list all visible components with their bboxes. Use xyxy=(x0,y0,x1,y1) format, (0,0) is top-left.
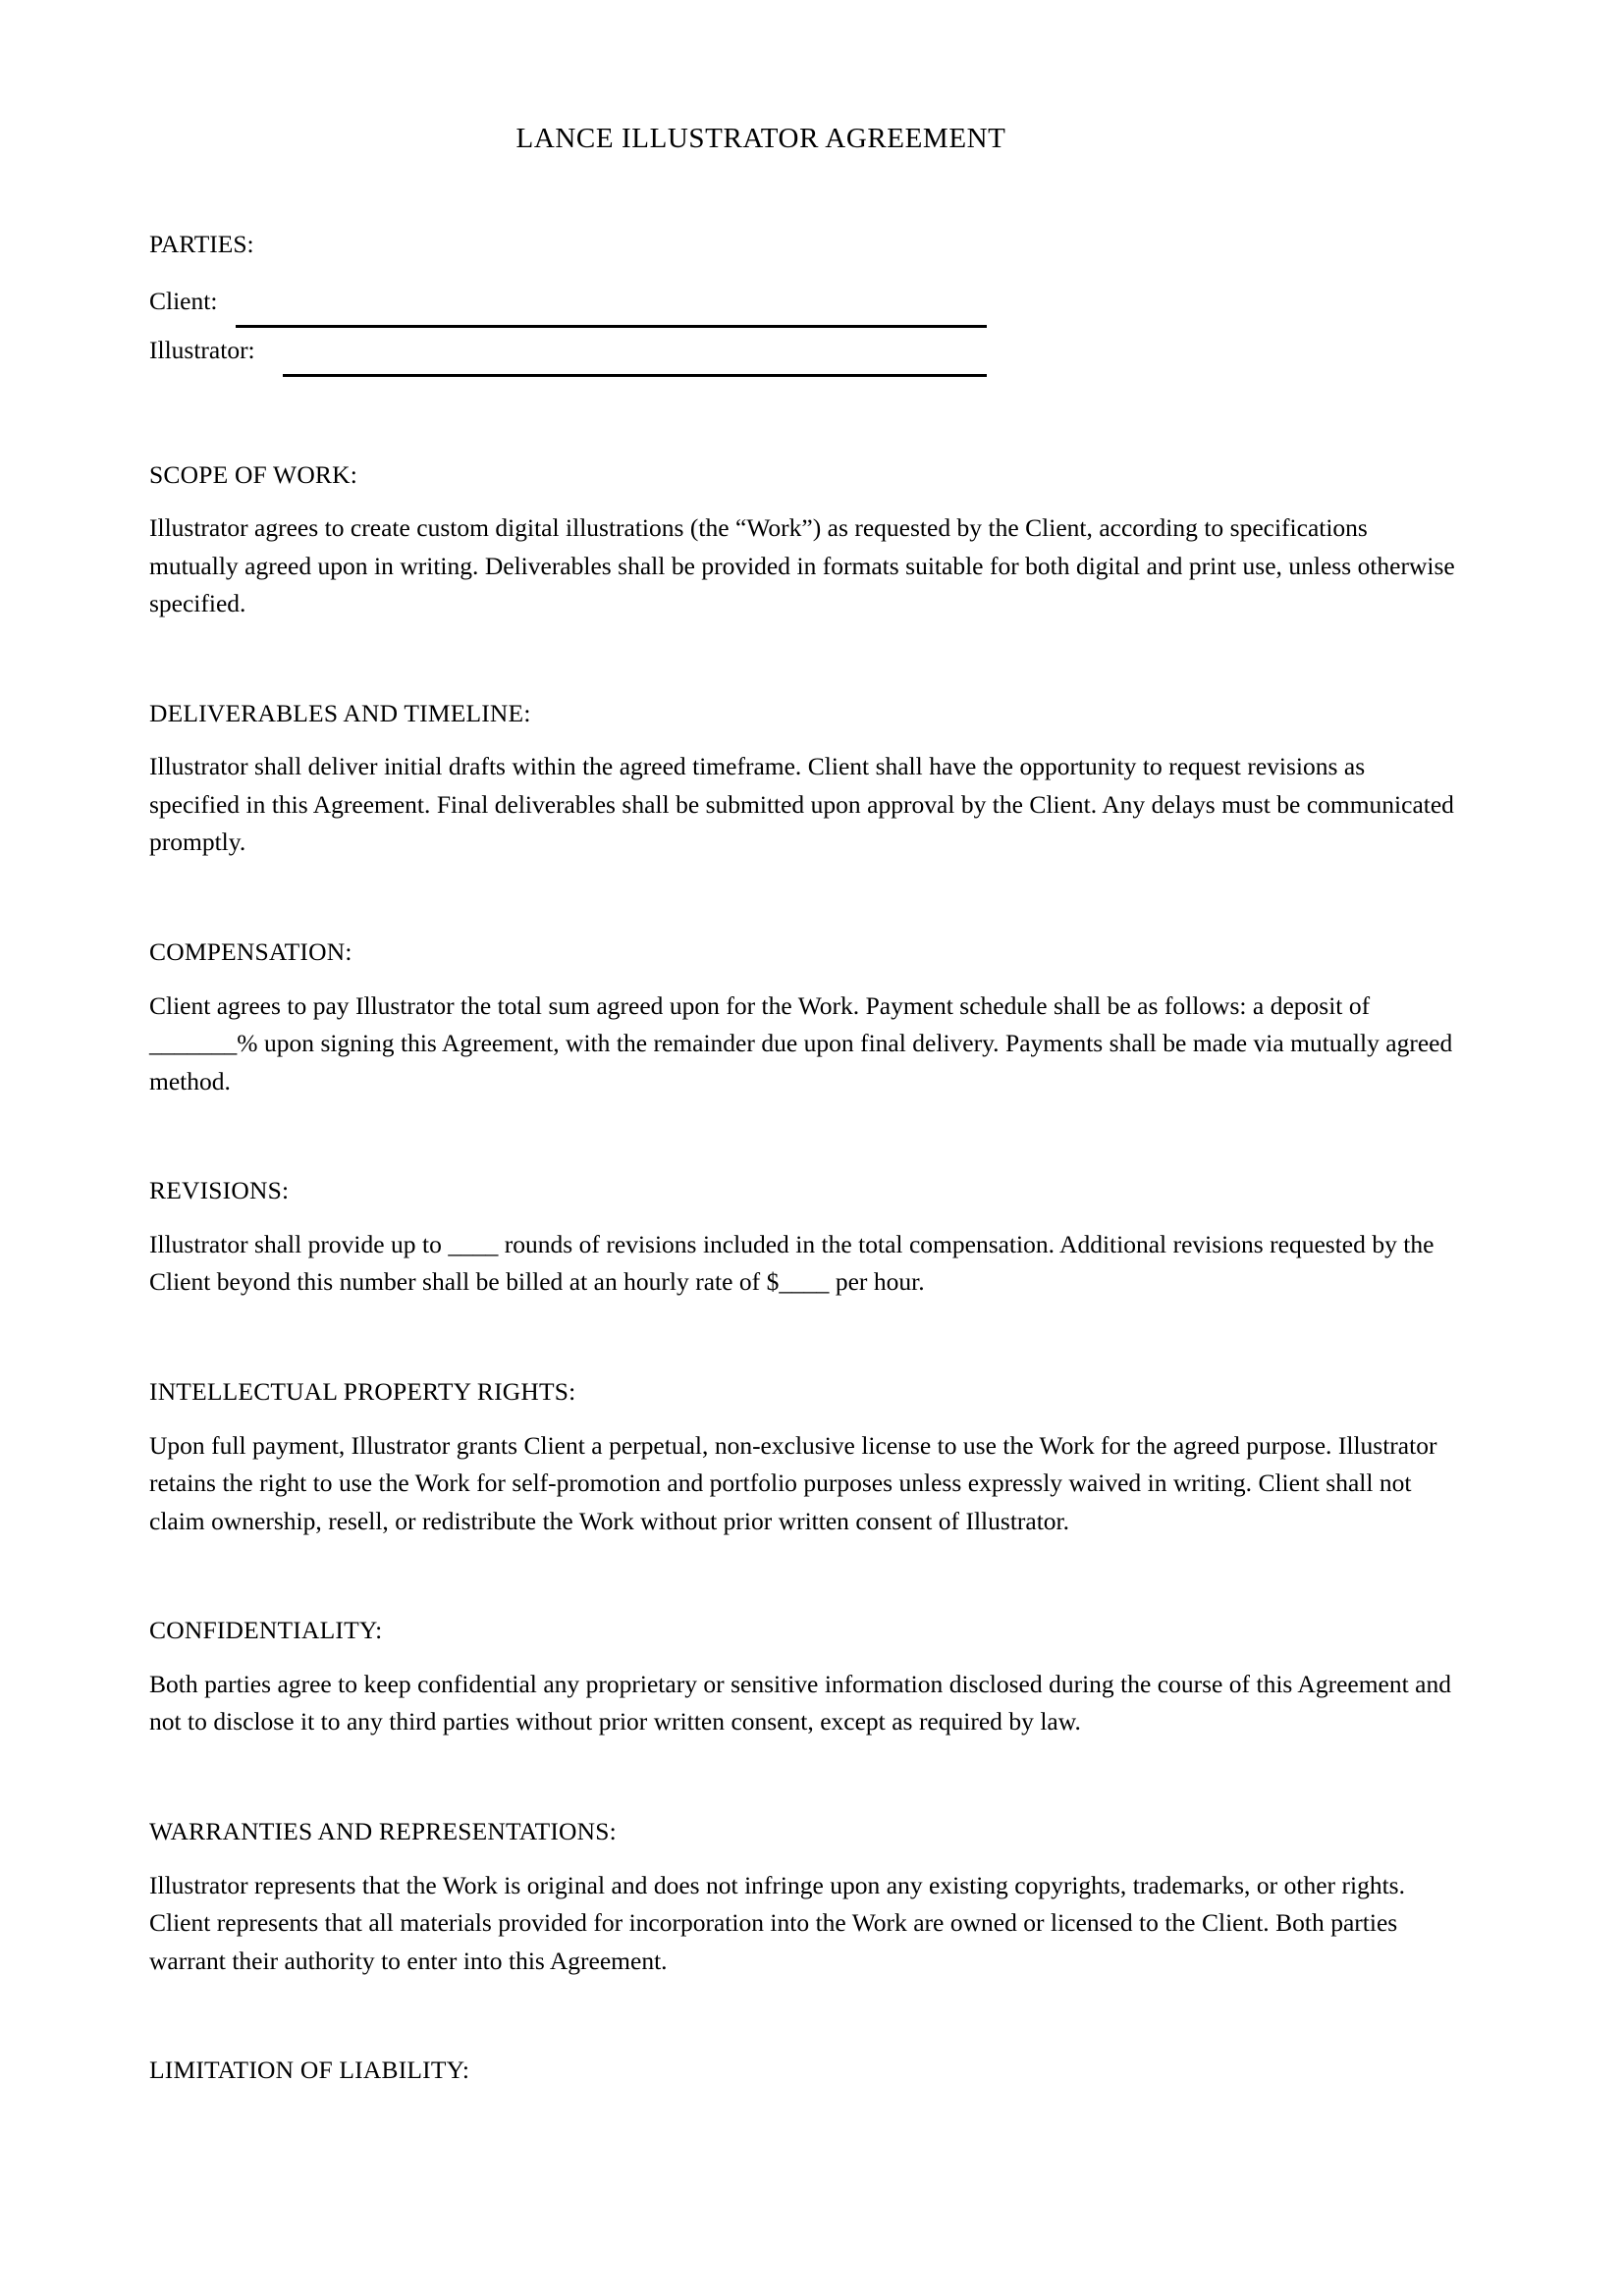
section-intellectual-property-rights xyxy=(149,1379,1459,1540)
section-heading-scope-of-work: SCOPE OF WORK: xyxy=(149,459,358,489)
section-heading-confidentiality: CONFIDENTIALITY: xyxy=(149,1616,383,1645)
spacer xyxy=(149,1741,1459,1819)
spacer xyxy=(149,1980,1459,2057)
section-heading-intellectual-property-rights: INTELLECTUAL PROPERTY RIGHTS: xyxy=(149,1377,576,1407)
section-body-deliverables-and-timeline: Illustrator shall deliver initial drafts within the agreed timeframe. Client shall have the opportunity to request revisions as specified in this Agreement. Final deliverables shall be submitted upon approval by the Client. Any delays must be communicated promptly. xyxy=(149,752,1454,857)
spacer xyxy=(149,623,1459,701)
section-limitation-of-liability xyxy=(149,2057,1459,2083)
document-body xyxy=(149,232,1459,2106)
party-row-illustrator xyxy=(149,336,1459,385)
page-title: LANCE ILLUSTRATOR AGREEMENT xyxy=(515,123,1006,154)
illustrator-signature-rule[interactable] xyxy=(283,374,987,377)
section-warranties-and-representations xyxy=(149,1819,1459,1980)
section-heading-deliverables-and-timeline: DELIVERABLES AND TIMELINE: xyxy=(149,698,531,727)
spacer xyxy=(149,1540,1459,1618)
section-body-revisions: Illustrator shall provide up to ____ rounds of revisions included in the total compensation. Additional revisions requested by the Client beyond this number shall be billed at an hourly rate of $____ per hour. xyxy=(149,1229,1435,1297)
section-body-intellectual-property-rights: Upon full payment, Illustrator grants Client a perpetual, non-exclusive license to use the Work for the agreed purpose. Illustrator retains the right to use the Work for self-promotion and portfolio purposes unless expressly waived in writing. Client shall not claim ownership, resell, or redistribute the Work without prior written consent of Illustrator. xyxy=(149,1430,1437,1535)
section-deliverables-and-timeline xyxy=(149,698,1459,862)
section-parties xyxy=(149,232,1459,385)
section-body-scope-of-work: Illustrator agrees to create custom digital illustrations (the “Work”) as requested by the Client, according to specifications mutually agreed upon in writing. Deliverables shall be provided in formats suitable for both digital and print use, unless otherwise specified. xyxy=(149,513,1455,618)
section-body-compensation: Client agrees to pay Illustrator the total sum agreed upon for the Work. Payment schedule shall be as follows: a deposit of _______% upon signing this Agreement, with the remainder due upon final delivery. Payments shall be made via mutually agreed method. xyxy=(149,990,1453,1095)
section-heading-revisions: REVISIONS: xyxy=(149,1176,290,1205)
section-body-confidentiality: Both parties agree to keep confidential any proprietary or sensitive information disclosed during the course of this Agreement and not to disclose it to any third parties without prior written consent, except as required by law. xyxy=(149,1669,1451,1736)
client-signature-rule[interactable] xyxy=(236,325,987,328)
section-compensation xyxy=(149,939,1459,1100)
spacer xyxy=(149,1100,1459,1178)
section-heading-compensation: COMPENSATION: xyxy=(149,937,352,967)
illustrator-label: Illustrator: xyxy=(149,335,255,364)
client-label: Client: xyxy=(149,286,218,315)
parties-heading: PARTIES: xyxy=(149,230,254,258)
spacer xyxy=(149,385,1459,462)
section-body-warranties-and-representations: Illustrator represents that the Work is original and does not infringe upon any existing copyrights, trademarks, or other rights. Client represents that all materials provided for incorporation into the Work are owned or licensed to the Client. Both parties warrant their authority to enter into this Agreement. xyxy=(149,1870,1405,1975)
party-row-client xyxy=(149,287,1459,336)
section-confidentiality xyxy=(149,1618,1459,1741)
spacer xyxy=(149,862,1459,939)
section-heading-warranties-and-representations: WARRANTIES AND REPRESENTATIONS: xyxy=(149,1817,617,1845)
section-scope-of-work xyxy=(149,459,1459,623)
section-revisions xyxy=(149,1178,1459,1302)
section-heading-limitation-of-liability: LIMITATION OF LIABILITY: xyxy=(149,2056,470,2085)
spacer xyxy=(149,1302,1459,1379)
